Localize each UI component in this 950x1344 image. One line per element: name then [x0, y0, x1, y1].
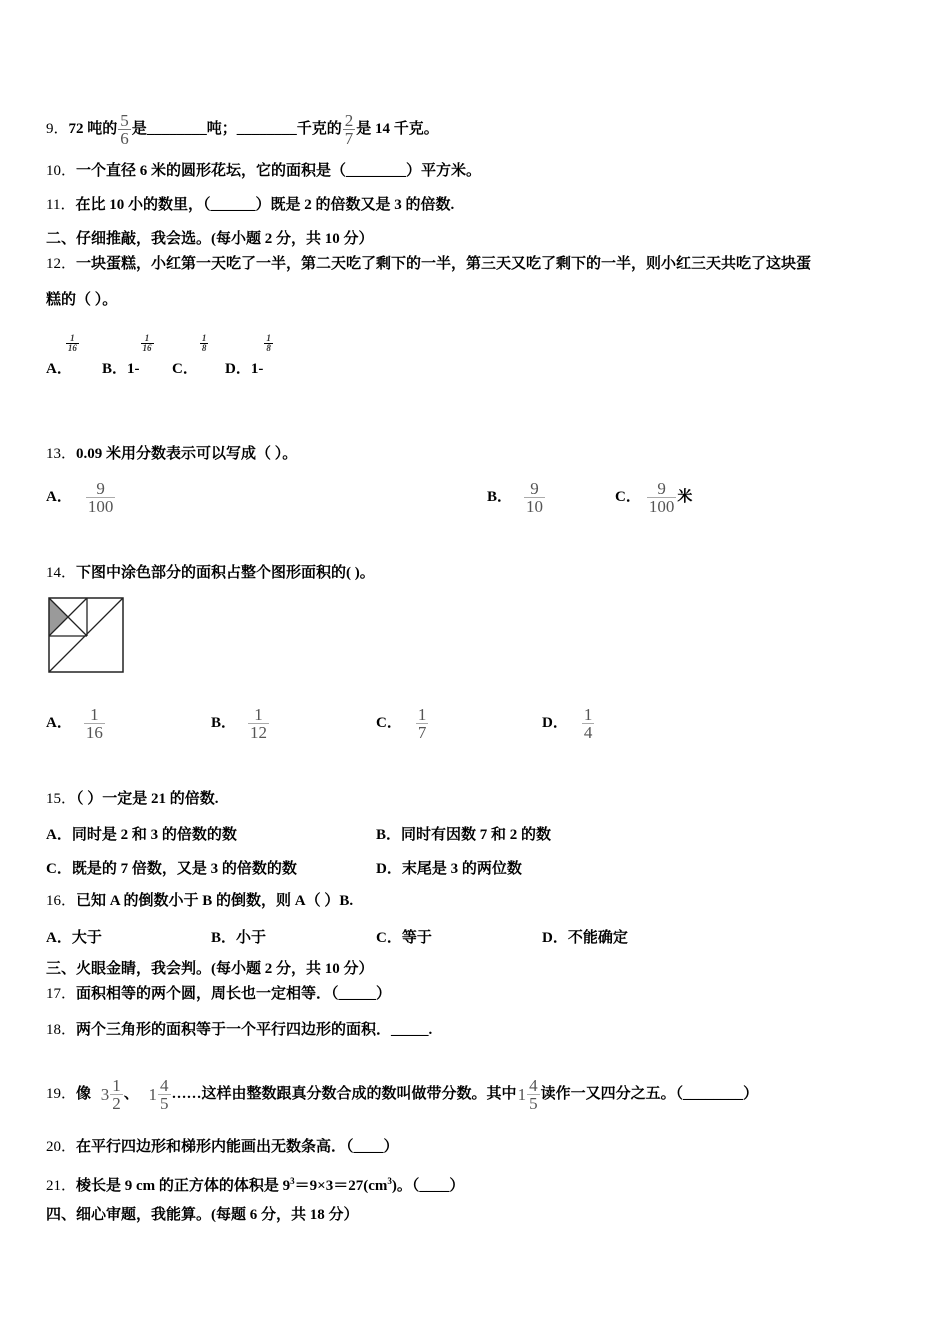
fraction-nine-hundredths: $\frac{9}{100}$	[648, 479, 675, 516]
q15-option-c: C．既是的 7 倍数，又是 3 的倍数的数	[46, 861, 297, 877]
q13-option-b	[487, 480, 546, 515]
q15-option-b: B．同时有因数 7 和 2 的数	[376, 827, 552, 843]
q16-option-b: B．小于	[211, 930, 267, 946]
separator: 、	[123, 1085, 139, 1102]
question-text: 像	[76, 1085, 92, 1102]
question-number: 21．	[46, 1178, 77, 1194]
question-12	[46, 254, 811, 274]
fraction-nine-hundredths: $\frac{9}{100}$	[87, 479, 114, 516]
geometry-figure	[47, 596, 125, 674]
shaded-triangle	[49, 598, 68, 636]
q16-option-a: A．大于	[46, 930, 102, 946]
question-text: 两个三角形的面积等于一个平行四边形的面积．_____.	[76, 1022, 433, 1038]
fraction-one-quarter: $\frac{1}{4}$	[583, 705, 593, 742]
fraction-one-sixteenth: $\frac{1}{16}$	[142, 333, 152, 354]
question-number: 20．	[46, 1139, 77, 1155]
question-20	[46, 1137, 399, 1157]
question-number: 18．	[46, 1022, 77, 1038]
question-text: （ ）一定是 21 的倍数.	[76, 791, 219, 807]
q12-option-a	[46, 331, 80, 377]
q12-option-d	[225, 331, 274, 377]
question-text: 在比 10 小的数里，（______）既是 2 的倍数又是 3 的倍数.	[75, 197, 455, 213]
question-18	[46, 1020, 432, 1040]
q14-option-c	[376, 706, 429, 741]
option-label: C．	[615, 488, 641, 505]
question-15	[46, 789, 219, 809]
question-number: 15．	[46, 791, 77, 807]
option-label: A．	[46, 488, 72, 505]
option-label: B．	[102, 361, 128, 377]
section-heading-4: 四、细心审题，我能算。(每题 6 分，共 18 分）	[46, 1207, 359, 1223]
option-suffix: 米	[677, 488, 693, 505]
q12-option-b	[102, 331, 155, 377]
question-number: 14．	[46, 565, 77, 581]
question-12-continued: 糕的（ ）。	[46, 292, 118, 308]
fraction-one-seventh: $\frac{1}{7}$	[417, 705, 427, 742]
fraction-one-sixteenth: $\frac{1}{16}$	[85, 705, 103, 742]
option-label: A．	[46, 714, 72, 731]
option-label: B．	[487, 488, 513, 505]
question-text: 一个直径 6 米的圆形花坛，它的面积是（________）平方米。	[76, 163, 482, 179]
fraction-two-sevenths: $\frac{2}{7}$	[344, 111, 354, 148]
mixed-number-one-and-four-fifths: 1 4 5	[517, 1076, 538, 1113]
question-number: 11．	[46, 197, 76, 213]
question-number: 9．	[46, 120, 69, 137]
option-label: A．	[46, 361, 72, 377]
question-11	[46, 195, 454, 215]
question-number: 16．	[46, 893, 77, 909]
question-14	[46, 563, 375, 583]
q14-option-d	[542, 706, 595, 741]
option-prefix: 1-	[127, 361, 140, 377]
option-label: B．	[211, 714, 237, 731]
mixed-number-one-and-four-fifths: 1 4 5	[148, 1076, 169, 1113]
question-text: 棱长是 9 cm 的正方体的体积是 9	[76, 1178, 291, 1194]
question-17	[46, 984, 391, 1004]
question-number: 12．	[46, 256, 77, 272]
question-text: ＝9×3＝27(cm	[294, 1178, 388, 1194]
option-label: D．	[542, 714, 568, 731]
question-9	[46, 112, 439, 147]
q12-option-c	[172, 331, 209, 377]
superscript: 3	[387, 1176, 392, 1186]
option-label: D．	[225, 361, 251, 377]
superscript: 3	[290, 1176, 295, 1186]
section-heading-3: 三、火眼金睛，我会判。(每小题 2 分，共 10 分）	[46, 961, 374, 977]
question-text: 下图中涂色部分的面积占整个图形面积的( )。	[76, 565, 375, 581]
question-10	[46, 161, 481, 181]
question-21	[46, 1171, 464, 1196]
q15-option-a: A．同时是 2 和 3 的倍数的数	[46, 827, 237, 843]
question-text: 72 吨的	[68, 120, 118, 137]
question-19	[46, 1077, 758, 1112]
question-number: 13．	[46, 446, 77, 462]
option-label: C．	[172, 361, 198, 377]
question-text: )。（____）	[391, 1178, 465, 1194]
fraction-one-eighth: $\frac{1}{8}$	[201, 333, 207, 354]
question-13	[46, 444, 297, 464]
section-heading-2: 二、仔细推敲，我会选。(每小题 2 分，共 10 分）	[46, 231, 374, 247]
question-number: 17．	[46, 986, 77, 1002]
question-text: 是 14 千克。	[356, 120, 439, 137]
question-number: 10．	[46, 163, 77, 179]
q15-option-d: D．末尾是 3 的两位数	[376, 861, 522, 877]
q16-option-d: D．不能确定	[542, 930, 628, 946]
option-prefix: 1-	[250, 361, 264, 377]
question-text: 在平行四边形和梯形内能画出无数条高．（____）	[76, 1139, 399, 1155]
question-text: 面积相等的两个圆，周长也一定相等．（_____）	[76, 986, 392, 1002]
question-number: 19．	[46, 1085, 77, 1102]
question-text: 0.09 米用分数表示可以写成（ ）。	[76, 446, 298, 462]
question-16	[46, 891, 353, 911]
question-text: 读作一又四分之五。（________）	[540, 1085, 759, 1102]
option-label: C．	[376, 714, 402, 731]
question-text: 是________吨；________千克的	[131, 120, 342, 137]
question-text: ……这样由整数跟真分数合成的数叫做带分数。其中	[171, 1085, 517, 1102]
q14-option-b	[211, 706, 270, 741]
question-text: 一块蛋糕，小红第一天吃了一半，第二天吃了剩下的一半，第三天又吃了剩下的一半，则小红三天共吃了这块蛋	[76, 256, 812, 272]
fraction-one-eighth: $\frac{1}{8}$	[266, 333, 271, 354]
mixed-number-three-and-half: 3 1 2	[100, 1076, 121, 1113]
q13-option-c	[615, 480, 692, 515]
q16-option-c: C．等于	[376, 930, 432, 946]
fraction-five-sixths: $\frac{5}{6}$	[120, 111, 129, 148]
q14-option-a	[46, 706, 106, 741]
fraction-nine-tenths: $\frac{9}{10}$	[526, 479, 544, 516]
q13-option-a	[46, 480, 116, 515]
fraction-one-twelfth: $\frac{1}{12}$	[250, 705, 268, 742]
fraction-one-sixteenth: $\frac{1}{16}$	[67, 333, 77, 354]
question-text: 已知 A 的倒数小于 B 的倒数，则 A（ ）B.	[76, 893, 354, 909]
